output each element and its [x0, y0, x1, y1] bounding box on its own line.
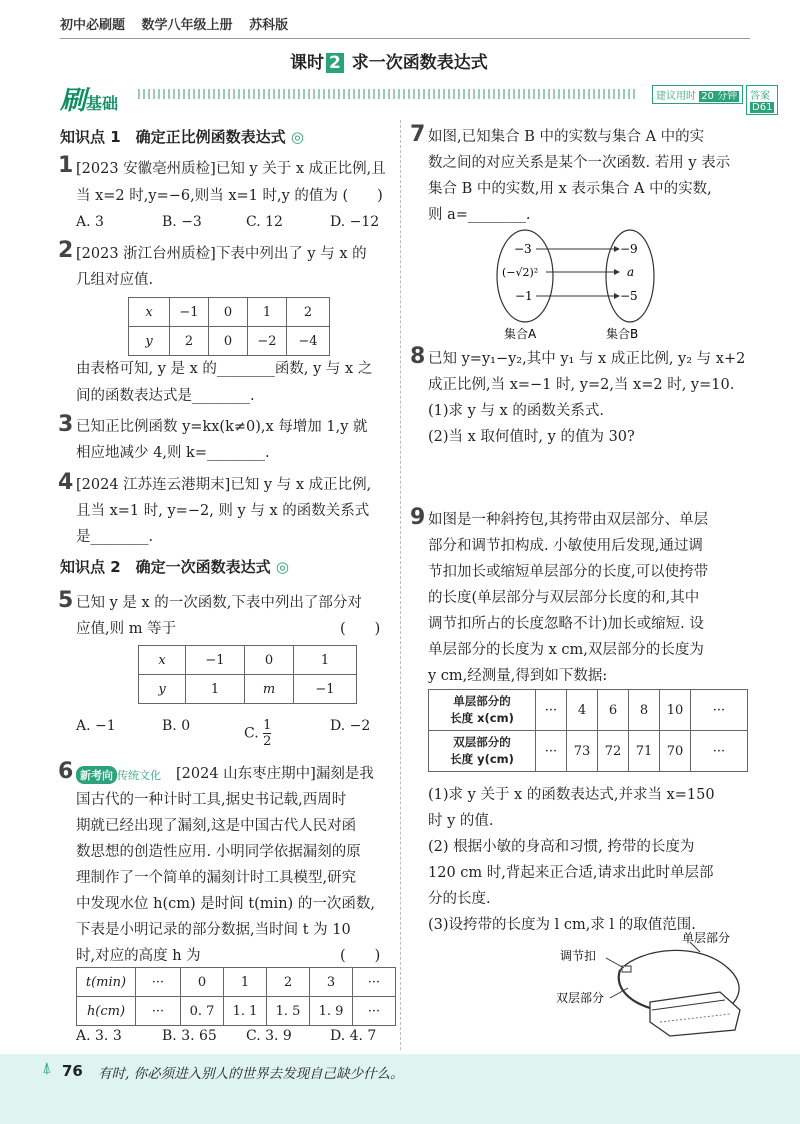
- q9-sub1-line1: (1)求 y 关于 x 的函数表达式,并求当 x=150: [428, 787, 715, 803]
- q4-line2: 且当 x=1 时, y=−2, 则 y 与 x 的函数关系式: [76, 503, 370, 519]
- table-cell: y: [129, 327, 170, 356]
- table-row: [129, 298, 330, 327]
- footer-quote: 有时, 你必须进入别人的世界去发现自己缺少什么。: [98, 1066, 404, 1082]
- table-cell: ···: [353, 997, 396, 1026]
- q9-sub1-line2: 时 y 的值.: [428, 813, 494, 829]
- q6-line4: 数思想的创造性应用. 小明同学依据漏刻的原: [76, 844, 361, 860]
- q8-line2: 成正比例,当 x=−1 时, y=2,当 x=2 时, y=10.: [428, 377, 735, 393]
- table-cell: 3: [310, 968, 353, 997]
- q1-option-d: D. −12: [330, 214, 380, 230]
- arrow-head: [614, 269, 620, 275]
- q8-line1: 已知 y=y₁−y₂,其中 y₁ 与 x 成正比例, y₂ 与 x+2: [428, 351, 746, 367]
- q3-number: 3: [58, 412, 74, 437]
- q6-option-a: A. 3. 3: [76, 1028, 122, 1044]
- answer-ref: [746, 85, 778, 115]
- header-rule: [60, 38, 750, 39]
- table-cell: −1: [186, 646, 245, 675]
- edition-name: 苏科版: [249, 18, 289, 33]
- q9-sub3: (3)设挎带的长度为 l cm,求 l 的取值范围.: [428, 917, 696, 933]
- q3-line1: 已知正比例函数 y=kx(k≠0),x 每增加 1,y 就: [76, 419, 368, 435]
- q5-paren: ( ): [340, 621, 381, 637]
- table-cell: 1. 9: [310, 997, 353, 1026]
- section-banner: [60, 80, 773, 116]
- table-cell: 72: [598, 731, 629, 772]
- kp1-text: 知识点 1 确定正比例函数表达式: [60, 128, 286, 146]
- table-row: [77, 997, 396, 1026]
- table-row: [429, 731, 748, 772]
- q6-line3: 期就已经出现了漏刻,这是中国古代人民对函: [76, 818, 357, 834]
- q7-number: 7: [410, 122, 426, 147]
- table-row: [139, 675, 357, 704]
- q2-line1: [2023 浙江台州质检]下表中列出了 y 与 x 的: [76, 246, 367, 262]
- q2-number: 2: [58, 238, 74, 263]
- table-row: [129, 327, 330, 356]
- q9-table: [428, 689, 748, 772]
- q6-line8: 时,对应的高度 h 为: [76, 948, 201, 964]
- table-cell: ···: [536, 731, 567, 772]
- table-cell: 4: [567, 690, 598, 731]
- book-name: 初中必刷题: [60, 18, 126, 33]
- q9-line1: 如图是一种斜挎包,其挎带由双层部分、单层: [428, 512, 709, 528]
- q9-line4: 的长度(单层部分与双层部分长度的和,其中: [428, 590, 700, 606]
- q7-line4: 则 a=________.: [428, 207, 531, 223]
- set-a-item: −1: [515, 289, 533, 303]
- table-cell: ···: [353, 968, 396, 997]
- table-cell: 1: [248, 298, 287, 327]
- table-cell: t(min): [77, 968, 136, 997]
- table-cell: y: [139, 675, 186, 704]
- table-cell: 6: [598, 690, 629, 731]
- table-row: [429, 690, 748, 731]
- numerator: 1: [263, 718, 272, 733]
- set-a-item: (−√2)²: [502, 266, 539, 279]
- target-icon: ◎: [275, 558, 289, 576]
- table-cell: 2: [170, 327, 209, 356]
- q5-option-d: D. −2: [330, 718, 371, 734]
- lesson-prefix: 课时: [290, 53, 324, 73]
- table-cell: ···: [691, 731, 748, 772]
- q1-option-a: A. 3: [76, 214, 104, 230]
- q5-option-a: A. −1: [76, 718, 116, 734]
- q2-line2: 几组对应值.: [76, 272, 154, 288]
- table-cell: 1. 5: [267, 997, 310, 1026]
- row-label-line2: 长度 y(cm): [450, 752, 514, 766]
- q7-mapping-diagram: [490, 228, 680, 343]
- q6-option-d: D. 4. 7: [330, 1028, 377, 1044]
- q9-line5: 调节扣所占的长度忽略不计)加长或缩短. 设: [428, 616, 704, 632]
- table-cell: 0: [181, 968, 224, 997]
- double-layer-strap: [619, 970, 650, 1008]
- table-cell: 1: [294, 646, 357, 675]
- table-cell: 73: [567, 731, 598, 772]
- q7-line2: 数之间的对应关系是某个一次函数. 若用 y 表示: [428, 155, 731, 171]
- table-cell: 2: [267, 968, 310, 997]
- lesson-number: 2: [326, 53, 344, 73]
- table-row: [139, 646, 357, 675]
- banner-stripes: [138, 89, 638, 99]
- table-cell: 70: [660, 731, 691, 772]
- new-trend-badge: 新考向: [76, 766, 117, 784]
- table-cell: 1: [186, 675, 245, 704]
- knowledge-point-2: [60, 556, 289, 577]
- table-cell: 0: [209, 327, 248, 356]
- q1-option-b: B. −3: [162, 214, 202, 230]
- q6-option-b: B. 3. 65: [162, 1028, 217, 1044]
- q6-paren: ( ): [340, 948, 381, 964]
- table-cell: ···: [691, 690, 748, 731]
- q9-number: 9: [410, 505, 426, 530]
- table-cell: m: [245, 675, 294, 704]
- set-b-item: a: [627, 265, 635, 279]
- table-cell: ···: [136, 997, 181, 1026]
- q1-line1: [2023 安徽亳州质检]已知 y 关于 x 成正比例,且: [76, 161, 386, 177]
- culture-badge: 传统文化: [117, 769, 161, 782]
- q6-badges: [76, 764, 161, 784]
- section-logo: [60, 80, 118, 117]
- q6-line7: 下表是小明记录的部分数据,当时间 t 为 10: [76, 922, 351, 938]
- answer-label: 答案: [750, 91, 770, 102]
- q5-table: [138, 645, 357, 704]
- lesson-name: 求一次函数表达式: [351, 53, 488, 73]
- page-number: 76: [62, 1062, 83, 1080]
- q9-sub2-line3: 分的长度.: [428, 891, 491, 907]
- denominator: 2: [263, 734, 272, 749]
- table-cell: −2: [248, 327, 287, 356]
- table-cell: 0. 7: [181, 997, 224, 1026]
- table-cell: 2: [287, 298, 330, 327]
- q4-line1: [2024 江苏连云港期末]已知 y 与 x 成正比例,: [76, 477, 372, 493]
- table-cell: ···: [536, 690, 567, 731]
- q9-bag-illustration: [540, 930, 760, 1040]
- table-header-cell: [429, 731, 536, 772]
- option-c-label: C.: [244, 725, 259, 742]
- q9-line3: 节扣加长或缩短单层部分的长度,可以使挎带: [428, 564, 709, 580]
- buckle-pointer: [606, 958, 624, 968]
- table-cell: 0: [209, 298, 248, 327]
- q8-line3: (1)求 y 与 x 的函数关系式.: [428, 403, 604, 419]
- q9-sub2-line2: 120 cm 时,背起来正合适,请求出此时单层部: [428, 865, 714, 881]
- q2-line3: 由表格可知, y 是 x 的________函数, y 与 x 之: [76, 361, 373, 377]
- q6-line2: 国古代的一种计时工具,据史书记载,西周时: [76, 792, 347, 808]
- q1-number: 1: [58, 153, 74, 178]
- table-cell: 0: [245, 646, 294, 675]
- target-icon: ◎: [290, 128, 304, 146]
- set-a-label: 集合A: [504, 327, 537, 341]
- q3-line2: 相应地减少 4,则 k=________.: [76, 445, 270, 461]
- q6-line1: [2024 山东枣庄期中]漏刻是我: [176, 766, 374, 782]
- q1-option-c: C. 12: [246, 214, 283, 230]
- bag-body: [650, 992, 740, 1036]
- buckle-label: 调节扣: [560, 949, 597, 963]
- subject-name: 数学八年级上册: [141, 18, 233, 33]
- q6-table: [76, 967, 396, 1026]
- q6-option-c: C. 3. 9: [246, 1028, 292, 1044]
- q7-line1: 如图,已知集合 B 中的实数与集合 A 中的实: [428, 129, 705, 145]
- table-cell: x: [139, 646, 186, 675]
- q1-line2: 当 x=2 时,y=−6,则当 x=1 时,y 的值为 ( ): [76, 188, 383, 204]
- table-cell: −1: [170, 298, 209, 327]
- table-row: [77, 968, 396, 997]
- time-value: 20 分钟: [701, 91, 738, 102]
- q2-line4: 间的函数表达式是________.: [76, 388, 255, 404]
- set-a-item: −3: [514, 242, 532, 256]
- table-cell: −4: [287, 327, 330, 356]
- q9-line7: y cm,经测量,得到如下数据:: [428, 668, 608, 684]
- q9-sub2-line1: (2) 根据小敏的身高和习惯, 挎带的长度为: [428, 839, 695, 855]
- table-cell: h(cm): [77, 997, 136, 1026]
- fraction-one-half: [263, 718, 271, 749]
- knowledge-point-1: [60, 126, 304, 147]
- table-cell: ···: [136, 968, 181, 997]
- q5-line1: 已知 y 是 x 的一次函数,下表中列出了部分对: [76, 595, 362, 611]
- q9-line2: 部分和调节扣构成. 小敏使用后发现,通过调: [428, 538, 703, 554]
- time-label: 建议用时: [656, 91, 696, 102]
- q7-line3: 集合 B 中的实数,用 x 表示集合 A 中的实数,: [428, 181, 712, 197]
- set-b-item: −9: [620, 242, 638, 256]
- logo-small: 基础: [86, 94, 119, 113]
- q5-option-c: [244, 718, 271, 749]
- set-b-label: 集合B: [606, 327, 639, 341]
- double-layer-label: 双层部分: [556, 991, 605, 1005]
- set-b-item: −5: [620, 289, 638, 303]
- row-label-line2: 长度 x(cm): [450, 711, 514, 725]
- q6-line6: 中发现水位 h(cm) 是时间 t(min) 的一次函数,: [76, 896, 375, 912]
- q8-number: 8: [410, 344, 426, 369]
- kp2-text: 知识点 2 确定一次函数表达式: [60, 558, 271, 576]
- q5-line2: 应值,则 m 等于: [76, 621, 177, 637]
- q2-table: [128, 297, 330, 356]
- table-cell: 1: [224, 968, 267, 997]
- tree-icon: ⍋: [42, 1058, 52, 1077]
- row-label-line1: 单层部分的: [453, 694, 511, 708]
- table-cell: −1: [294, 675, 357, 704]
- q6-line5: 理制作了一个简单的漏刻计时工具模型,研究: [76, 870, 357, 886]
- lesson-title: [290, 48, 488, 73]
- q5-option-b: B. 0: [162, 718, 191, 734]
- q4-number: 4: [58, 470, 74, 495]
- suggested-time: [652, 85, 743, 104]
- single-layer-label: 单层部分: [682, 931, 731, 945]
- logo-big: 刷: [60, 86, 87, 116]
- table-cell: 8: [629, 690, 660, 731]
- running-header: [60, 14, 300, 33]
- q8-line4: (2)当 x 取何值时, y 的值为 30?: [428, 429, 635, 445]
- answer-value: D61: [752, 102, 773, 113]
- table-cell: x: [129, 298, 170, 327]
- q6-number: 6: [58, 759, 74, 784]
- q4-line3: 是________.: [76, 529, 154, 545]
- row-label-line1: 双层部分的: [453, 735, 511, 749]
- buckle-shape: [622, 966, 631, 972]
- table-header-cell: [429, 690, 536, 731]
- table-cell: 10: [660, 690, 691, 731]
- q5-number: 5: [58, 588, 74, 613]
- table-cell: 1. 1: [224, 997, 267, 1026]
- column-divider: [400, 120, 401, 1050]
- table-cell: 71: [629, 731, 660, 772]
- q9-line6: 单层部分的长度为 x cm,双层部分的长度为: [428, 642, 704, 658]
